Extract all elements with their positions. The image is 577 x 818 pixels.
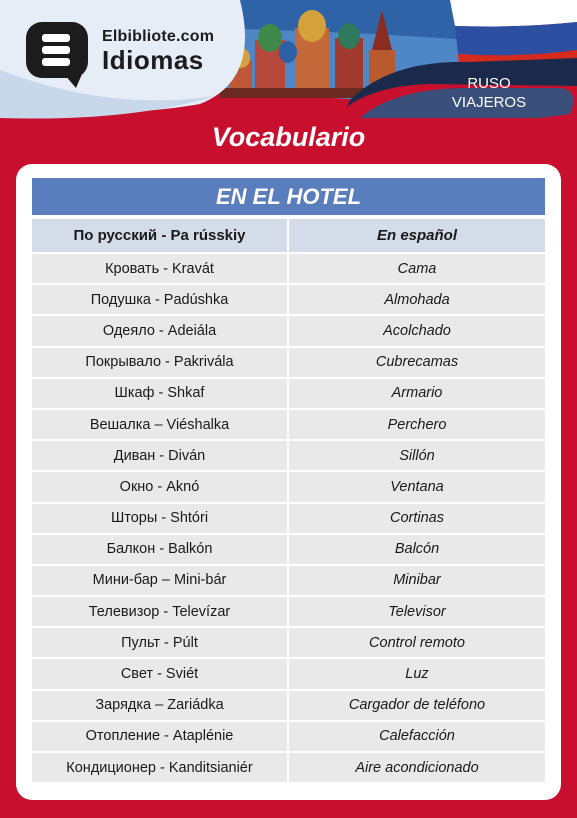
russian-term: Пульт - Púlt bbox=[32, 628, 287, 657]
spanish-translation: Luz bbox=[287, 659, 545, 688]
table-row bbox=[32, 441, 545, 470]
table-row bbox=[32, 691, 545, 720]
spanish-translation: Control remoto bbox=[287, 628, 545, 657]
column-header-spanish: En español bbox=[287, 219, 545, 252]
russian-term: Покрывало - Pakrivála bbox=[32, 348, 287, 377]
header bbox=[0, 0, 577, 122]
spanish-translation: Armario bbox=[287, 379, 545, 408]
russian-term: Балкон - Balkón bbox=[32, 535, 287, 564]
level-tag bbox=[439, 74, 539, 112]
page-title: Vocabulario bbox=[211, 122, 366, 152]
russian-term: Подушка - Padúshka bbox=[32, 285, 287, 314]
russian-term: Кондиционер - Kanditsianiér bbox=[32, 753, 287, 782]
table-row bbox=[32, 535, 545, 564]
logo-site-name: Elbibliote.com bbox=[102, 28, 215, 45]
russian-term: Мини-бар – Mini-bár bbox=[32, 566, 287, 595]
spanish-translation: Cama bbox=[287, 254, 545, 283]
logo-text bbox=[102, 28, 214, 74]
tag-audience: VIAJEROS bbox=[451, 94, 527, 111]
table-row bbox=[32, 566, 545, 595]
table-row bbox=[32, 628, 545, 657]
russian-term: Шторы - Shtóri bbox=[32, 504, 287, 533]
table-row bbox=[32, 753, 545, 782]
spanish-translation: Sillón bbox=[287, 441, 545, 470]
russian-term: Отопление - Ataplénie bbox=[32, 722, 287, 751]
spanish-translation: Balcón bbox=[287, 535, 545, 564]
spanish-translation: Televisor bbox=[287, 597, 545, 626]
spanish-translation: Calefacción bbox=[287, 722, 545, 751]
table-row bbox=[32, 472, 545, 501]
table-row bbox=[32, 348, 545, 377]
russian-term: Одеяло - Adeiála bbox=[32, 316, 287, 345]
table-row bbox=[32, 597, 545, 626]
russian-term: Шкаф - Shkaf bbox=[32, 379, 287, 408]
table-row bbox=[32, 659, 545, 688]
table-body bbox=[32, 254, 545, 782]
russian-term: Вешалка – Viéshalka bbox=[32, 410, 287, 439]
spanish-translation: Cubrecamas bbox=[287, 348, 545, 377]
spanish-translation: Aire acondicionado bbox=[287, 753, 545, 782]
spanish-translation: Cortinas bbox=[287, 504, 545, 533]
section-title: EN EL HOTEL bbox=[32, 178, 545, 215]
vocabulary-table bbox=[32, 217, 545, 784]
table-header-row bbox=[32, 219, 545, 252]
russian-term: Диван - Diván bbox=[32, 441, 287, 470]
tag-language: RUSO bbox=[467, 75, 511, 92]
spanish-translation: Acolchado bbox=[287, 316, 545, 345]
spanish-translation: Almohada bbox=[287, 285, 545, 314]
table-row bbox=[32, 722, 545, 751]
spanish-translation: Cargador de teléfono bbox=[287, 691, 545, 720]
logo-brand-name: Idiomas bbox=[102, 45, 204, 75]
spanish-translation: Perchero bbox=[287, 410, 545, 439]
table-row bbox=[32, 254, 545, 283]
russian-term: Телевизор - Televízar bbox=[32, 597, 287, 626]
table-row bbox=[32, 410, 545, 439]
russian-term: Кровать - Kravát bbox=[32, 254, 287, 283]
logo-icon bbox=[24, 20, 94, 88]
table-row bbox=[32, 285, 545, 314]
column-header-russian: По русский - Pa rússkiy bbox=[32, 219, 287, 252]
table-row bbox=[32, 504, 545, 533]
spanish-translation: Minibar bbox=[287, 566, 545, 595]
table-row bbox=[32, 316, 545, 345]
spanish-translation: Ventana bbox=[287, 472, 545, 501]
russian-term: Свет - Sviét bbox=[32, 659, 287, 688]
russian-term: Окно - Aknó bbox=[32, 472, 287, 501]
table-row bbox=[32, 379, 545, 408]
russian-term: Зарядка – Zariádka bbox=[32, 691, 287, 720]
